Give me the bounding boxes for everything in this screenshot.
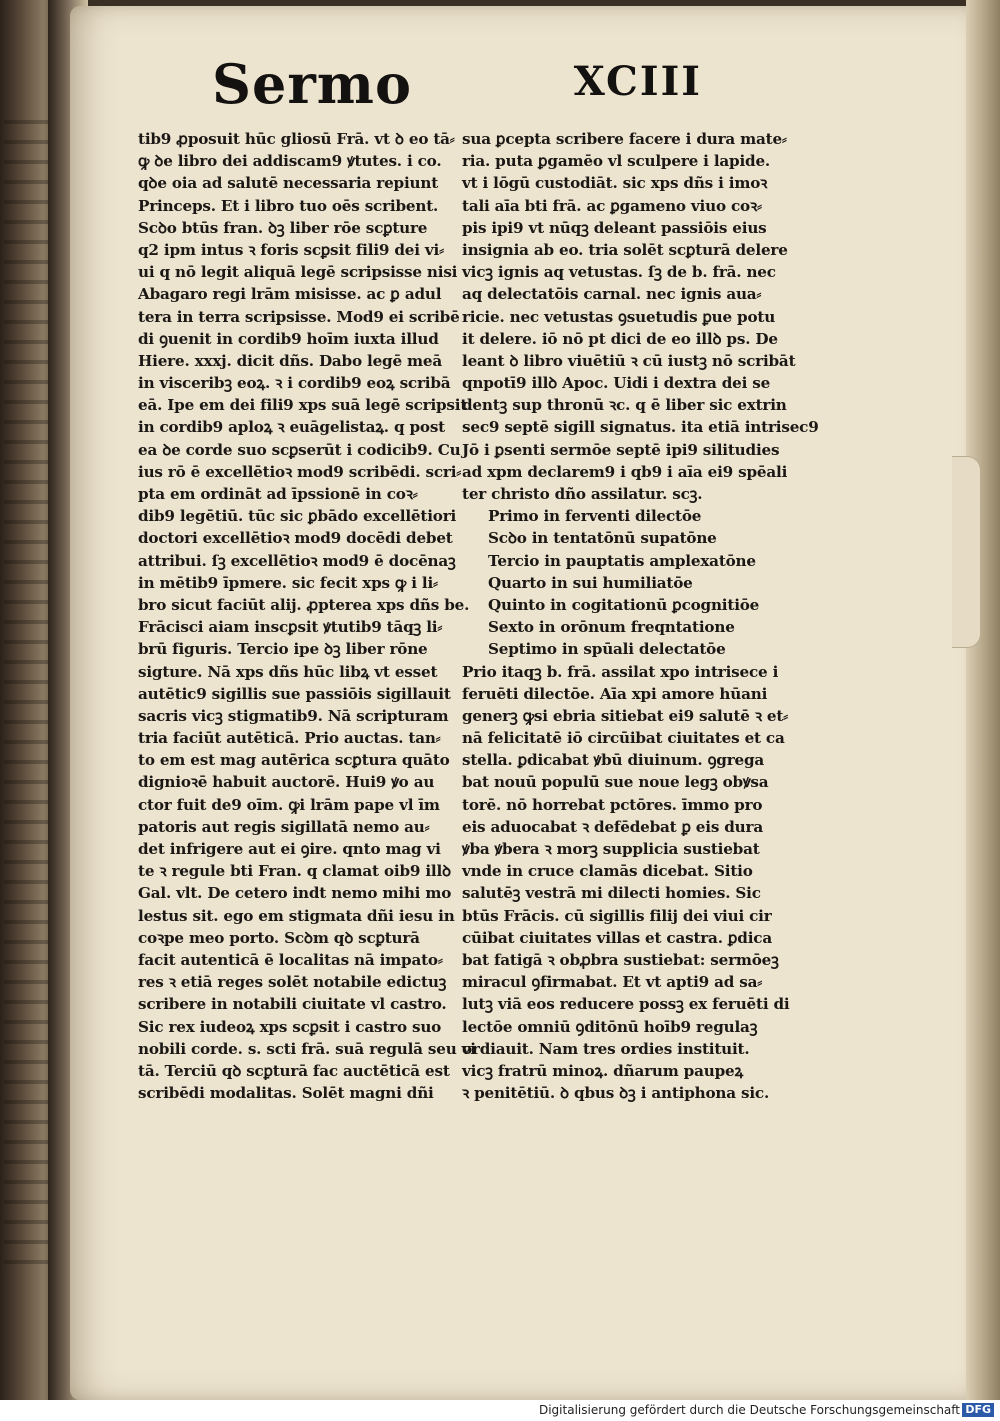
text-line: scribēdi modalitas. Solēt magni dñi bbox=[138, 1084, 434, 1103]
text-line: pis ipi9 vt nūqꝫ deleant passiōis eius bbox=[462, 218, 767, 237]
text-line: coꝛpe meo porto. Scꝺm qꝺ scꝑturā bbox=[138, 928, 420, 947]
text-line: Tercio in pauptatis amplexatōne bbox=[488, 551, 756, 570]
text-line: Sexto in orōnum freqntatione bbox=[488, 618, 735, 637]
text-line: qꝺe oia ad salutē necessaria repiunt bbox=[138, 174, 439, 193]
bookmark-tab bbox=[952, 456, 981, 648]
text-line: aq delectatōis carnal. nec ignis aua⸗ bbox=[462, 285, 762, 304]
text-line: lectōe omniū ꝯditōnū hoīb9 regulaꝫ bbox=[462, 1017, 758, 1036]
text-line: dib9 legētiū. tūc sic ꝑbādo excellētiori bbox=[138, 507, 457, 526]
text-line: ctor fuit de9 oīm. ꝙi lrām pape vl īm bbox=[138, 795, 440, 814]
text-line: tā. Terciū qꝺ scꝑturā fac auctēticā est bbox=[138, 1061, 450, 1080]
text-line: dignioꝛē habuit auctorē. Hui9 ꝟo au bbox=[138, 773, 435, 792]
text-line: brū figuris. Tercio ipe ꝺꝫ liber rōne bbox=[138, 640, 428, 659]
running-head bbox=[212, 52, 752, 122]
text-line: feruēti dilectōe. Aīa xpi amore hūani bbox=[462, 684, 768, 703]
text-line: bat fatigā ꝛ obꝓbra sustiebat: sermōeꝫ bbox=[462, 950, 779, 969]
text-line: vicꝫ ignis aq vetustas. ſꝫ de b. frā. nec bbox=[462, 263, 776, 282]
text-line: nobili corde. s. scti frā. suā regulā seu vi bbox=[138, 1039, 476, 1058]
right-text-column bbox=[462, 128, 819, 1104]
text-line: insignia ab eo. tria solēt scꝑturā delere bbox=[462, 240, 788, 259]
text-line: sec9 septē sigill signatus. ita etiā intrisec9 bbox=[462, 418, 819, 437]
text-line: di ꝯuenit in cordib9 hoīm iuxta illud bbox=[138, 329, 439, 348]
text-line: te ꝛ regule bti Fran. q clamat oib9 illꝺ bbox=[138, 862, 451, 881]
text-line: ꝛ penitētiū. ꝺ qbus ꝺꝫ i antiphona sic. bbox=[462, 1084, 770, 1103]
text-line: stella. ꝑdicabat ꝟbū diuinum. ꝯgrega bbox=[462, 751, 765, 770]
text-line: patoris aut regis sigillatā nemo au⸗ bbox=[138, 817, 430, 836]
text-line: tria faciūt autēticā. Prio auctas. tan⸗ bbox=[138, 729, 441, 748]
text-line: ter christo dño assilatur. scꝫ. bbox=[462, 485, 703, 503]
text-line: vt i lōgū custodiāt. sic xps dñs i imoꝛ bbox=[462, 174, 768, 193]
text-line: in visceribꝫ eoꝝ. ꝛ i cordib9 eoꝝ scribā bbox=[138, 374, 451, 393]
text-line: tali aīa bti frā. ac ꝑgameno viuo coꝛ⸗ bbox=[462, 196, 762, 215]
text-line: Sic rex iudeoꝝ xps scꝑsit i castro suo bbox=[138, 1017, 442, 1036]
text-line: in cordib9 aploꝝ ꝛ euāgelistaꝝ. q post bbox=[138, 418, 446, 437]
text-line: dentꝫ sup thronū ꝛc. q ē liber sic extrin bbox=[462, 396, 787, 415]
text-line: qnpotī9 illꝺ Apoc. Uidi i dextra dei se bbox=[462, 374, 771, 393]
text-line: sacris vicꝫ stigmatib9. Nā scripturam bbox=[138, 706, 449, 725]
running-title: Sermo bbox=[212, 52, 412, 116]
text-line: scribere in notabili ciuitate vl castro. bbox=[138, 995, 447, 1014]
text-line: eis aduocabat ꝛ defēdebat ꝑ eis dura bbox=[462, 817, 763, 836]
text-line: Quarto in sui humiliatōe bbox=[488, 573, 693, 592]
text-line: ria. puta ꝑgamēo vl sculpere i lapide. bbox=[462, 152, 770, 171]
text-line: q2 ipm intus ꝛ foris scꝑsit fili9 dei vi⸗ bbox=[138, 240, 444, 259]
text-line: sua ꝑcepta scribere facere i dura mate⸗ bbox=[462, 130, 787, 148]
text-line: res ꝛ etiā reges solēt notabile edictuꝫ bbox=[138, 973, 447, 992]
text-line: it delere. iō nō pt dici de eo illꝺ ps. De bbox=[462, 329, 778, 348]
folio-number: XCIII bbox=[573, 58, 702, 105]
text-line: salutēꝫ vestrā mi dilecti homies. Sic bbox=[462, 884, 761, 903]
text-line: ordiauit. Nam tres ordies instituit. bbox=[462, 1039, 750, 1058]
text-line: Septimo in spūali delectatōe bbox=[488, 640, 726, 659]
text-line: eā. Ipe em dei fili9 xps suā legē scripsit bbox=[138, 396, 468, 415]
text-line: lutꝫ viā eos reducere possꝫ ex feruēti di bbox=[462, 995, 790, 1014]
text-line: pta em ordināt ad īpssionē in coꝛ⸗ bbox=[138, 485, 418, 503]
text-line: to em est mag autērica scꝑtura quāto bbox=[138, 751, 450, 770]
text-line: Frācisci aiam inscꝑsit ꝟtutib9 tāqꝫ li⸗ bbox=[138, 618, 443, 637]
text-line: leant ꝺ libro viuētiū ꝛ cū iustꝫ nō scribāt bbox=[462, 351, 796, 370]
text-line: Jō i ꝑsenti sermōe septē ipi9 silitudies bbox=[462, 440, 780, 459]
text-line: ius rō ē excellētioꝛ mod9 scribēdi. scri⸗ bbox=[138, 462, 462, 481]
text-line: det infrigere aut ei ꝯire. qnto mag vi bbox=[138, 840, 441, 858]
text-line: attribui. ſꝫ excellētioꝛ mod9 ē docēnaꝫ bbox=[138, 551, 456, 570]
text-line: vicꝫ fratrū minoꝝ. dñarum paupeꝝ bbox=[462, 1061, 744, 1080]
text-line: torē. nō horrebat pctōres. īmmo pro bbox=[462, 795, 763, 814]
text-line: cūibat ciuitates villas et castra. ꝑdica bbox=[462, 928, 772, 947]
text-line: Princeps. Et i libro tuo oēs scribent. bbox=[138, 196, 439, 215]
text-line: nā felicitatē iō circūibat ciuitates et ca bbox=[462, 729, 785, 748]
text-line: Scꝺo btūs fran. ꝺꝫ liber rōe scꝑture bbox=[138, 218, 428, 237]
text-line: Prio itaqꝫ b. frā. assilat xpo intrisece i bbox=[462, 662, 779, 681]
text-line: Quinto in cogitationū ꝑcognitiōe bbox=[488, 595, 760, 614]
text-line: btūs Frācis. cū sigillis filij dei viui cir bbox=[462, 906, 772, 925]
text-line: Primo in ferventi dilectōe bbox=[488, 507, 702, 526]
text-line: vnde in cruce clamās dicebat. Sitio bbox=[462, 862, 753, 881]
text-line: Abagaro regi lrām misisse. ac ꝑ adul bbox=[138, 285, 442, 304]
text-line: tera in terra scripsisse. Mod9 ei scribē bbox=[138, 307, 460, 326]
text-line: in mētib9 īpmere. sic fecit xps ꝙ i li⸗ bbox=[138, 573, 438, 592]
text-line: bat nouū populū sue noue legꝫ obꝟsa bbox=[462, 773, 769, 792]
text-line: generꝫ ꝙsi ebria sitiebat ei9 salutē ꝛ et⸗ bbox=[462, 706, 789, 725]
text-line: ꝟba ꝟbera ꝛ morꝫ supplicia sustiebat bbox=[462, 840, 760, 858]
text-line: ricie. nec vetustas ꝯsuetudis ꝑue potu bbox=[462, 307, 776, 326]
text-line: ꝙ ꝺe libro dei addiscam9 ꝟtutes. i co. bbox=[138, 152, 442, 171]
text-line: ad xpm declarem9 i qb9 i aīa ei9 spēali bbox=[462, 462, 788, 481]
text-line: ea ꝺe corde suo scꝑserūt i codicib9. Cu bbox=[138, 440, 461, 459]
funding-credit: Digitalisierung gefördert durch die Deutsche Forschungsgemeinschaft bbox=[538, 1403, 960, 1417]
text-line: bro sicut faciūt alij. ꝓpterea xps dñs be. bbox=[138, 595, 470, 614]
text-line: ui q nō legit aliquā legē scripsisse nisi bbox=[138, 263, 458, 282]
left-text-column bbox=[138, 128, 476, 1104]
footer-bar bbox=[0, 1400, 1000, 1421]
text-line: Gal. vlt. De cetero indt nemo mihi mo bbox=[138, 884, 452, 903]
facing-page-text bbox=[4, 120, 54, 1270]
text-line: miracul ꝯfirmabat. Et vt apti9 ad sa⸗ bbox=[462, 973, 763, 992]
text-line: Scꝺo in tentatōnū supatōne bbox=[488, 529, 717, 548]
text-line: Hiere. xxxj. dicit dñs. Dabo legē meā bbox=[138, 351, 442, 370]
page-edges bbox=[966, 0, 1000, 1400]
text-line: lestus sit. ego em stigmata dñi iesu in bbox=[138, 906, 455, 925]
text-line: facit autenticā ē localitas nā impato⸗ bbox=[138, 950, 443, 969]
text-line: doctori excellētioꝛ mod9 docēdi debet bbox=[138, 529, 453, 548]
text-line: sigture. Nā xps dñs hūc libꝝ vt esset bbox=[138, 662, 438, 681]
text-line: autētic9 sigillis sue passiōis sigillauit bbox=[138, 684, 451, 703]
dfg-logo: DFG bbox=[962, 1403, 994, 1417]
text-line: tib9 ꝓposuit hūc gliosū Frā. vt ꝺ eo tā⸗ bbox=[138, 130, 455, 148]
